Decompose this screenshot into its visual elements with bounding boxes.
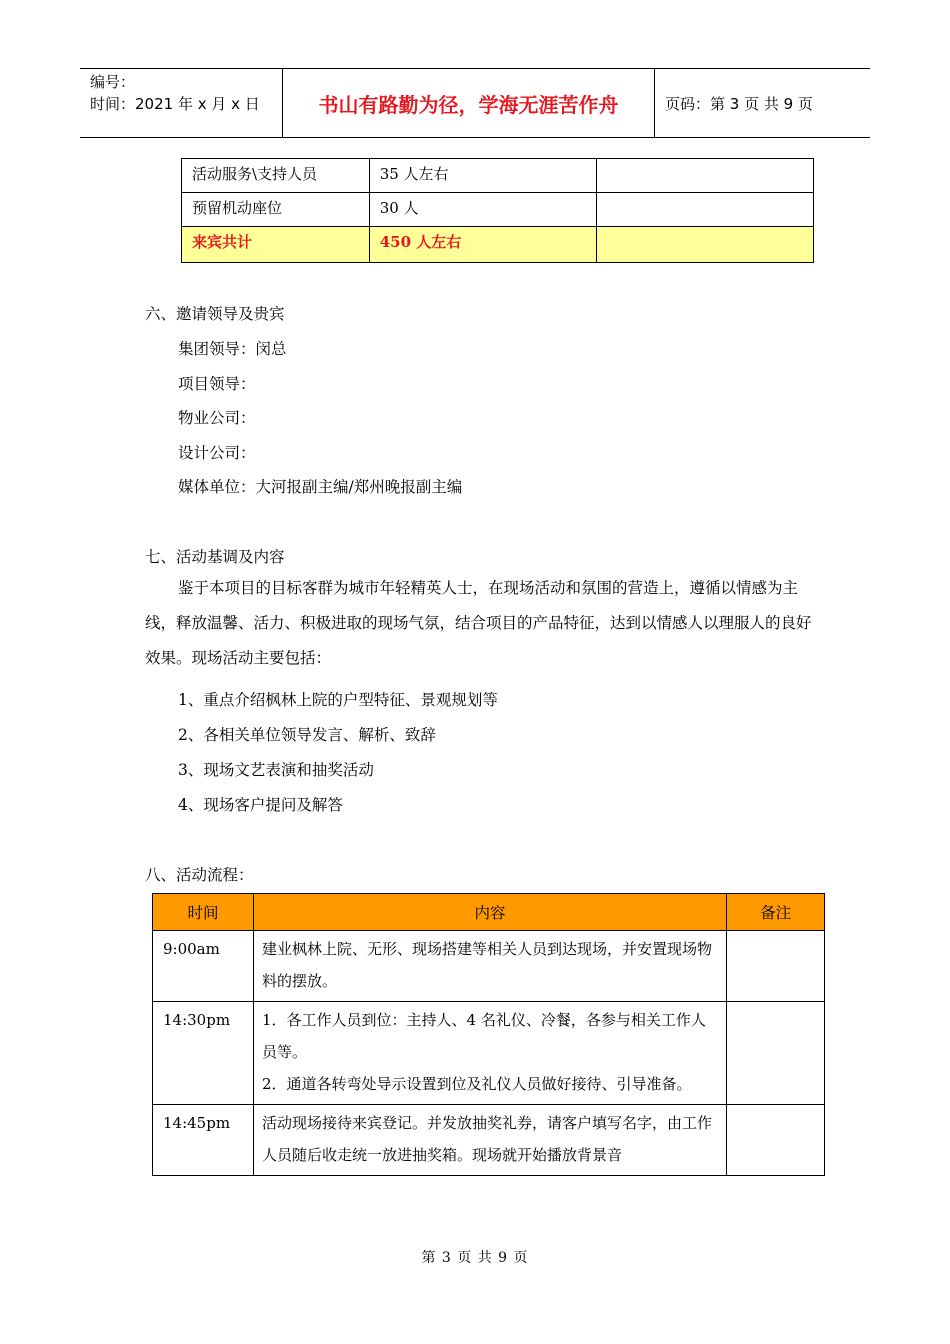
content-cell	[253, 1105, 726, 1176]
guest-table	[181, 158, 814, 263]
list-item: 媒体单位：大河报副主编/郑州晚报副主编	[178, 478, 463, 496]
table-cell: 35 人左右	[369, 159, 597, 193]
total-label: 来宾共计	[182, 227, 370, 263]
table-cell: 预留机动座位	[182, 193, 370, 227]
column-header: 时间	[153, 894, 254, 931]
content-cell	[253, 931, 726, 1002]
table-cell	[597, 193, 814, 227]
time-label: 时间：2021 年 x 月 x 日	[90, 95, 260, 113]
header-meta	[80, 69, 283, 137]
list-item: 设计公司：	[178, 444, 256, 462]
list-item: 1、重点介绍枫林上院的户型特征、景观规划等	[178, 691, 498, 709]
table-cell: 30 人	[369, 193, 597, 227]
content-text: 建业枫林上院、无形、现场搭建等相关人员到达现场，并安置现场物料的摆放。	[261, 940, 712, 990]
content-text: 1．各工作人员到位：主持人、4 名礼仪、冷餐，各参与相关工作人员等。	[261, 1011, 706, 1061]
content-text: 活动现场接待来宾登记。并发放抽奖礼券，请客户填写名字，由工作人员随后收走统一放进抽奖箱。现场就开始播放背景音	[261, 1114, 712, 1164]
table-cell	[597, 159, 814, 193]
note-cell	[727, 931, 825, 1002]
table-row	[153, 1002, 825, 1105]
column-header: 备注	[727, 894, 825, 931]
section-6-heading: 六、邀请领导及贵宾	[145, 305, 285, 323]
table-row	[153, 1105, 825, 1176]
list-item: 项目领导：	[178, 375, 256, 393]
content-cell	[253, 1002, 726, 1105]
header-page-info: 页码：第 3 页 共 9 页	[665, 94, 813, 113]
table-header-row	[153, 894, 825, 931]
section-7-paragraph: 鉴于本项目的目标客群为城市年轻精英人士，在现场活动和氛围的营造上，遵循以情感为主线，释放温馨、活力、积极进取的现场气氛，结合项目的产品特征，达到以情感人以理服人的良好效果。现场活动主要包括：	[145, 579, 812, 667]
note-cell	[727, 1002, 825, 1105]
total-note	[597, 227, 814, 263]
section-7-heading: 七、活动基调及内容	[145, 548, 285, 566]
header-motto: 书山有路勤为径，学海无涯苦作舟	[283, 69, 655, 137]
table-cell: 活动服务\支持人员	[182, 159, 370, 193]
total-row	[182, 227, 814, 263]
list-item: 3、现场文艺表演和抽奖活动	[178, 761, 374, 779]
time-cell: 9:00am	[153, 931, 254, 1002]
flow-table	[152, 893, 825, 1176]
total-value: 450 人左右	[369, 227, 597, 263]
table-row	[182, 193, 814, 227]
column-header: 内容	[253, 894, 726, 931]
page-header	[80, 68, 870, 138]
note-cell	[727, 1105, 825, 1176]
list-item: 4、现场客户提问及解答	[178, 796, 343, 814]
section-8-heading: 八、活动流程：	[145, 866, 254, 884]
table-row	[153, 931, 825, 1002]
number-label: 编号：	[90, 73, 136, 91]
time-cell: 14:45pm	[153, 1105, 254, 1176]
list-item: 2、各相关单位领导发言、解析、致辞	[178, 726, 436, 744]
time-cell: 14:30pm	[153, 1002, 254, 1105]
page-footer: 第 3 页 共 9 页	[421, 1250, 529, 1266]
list-item: 物业公司：	[178, 409, 256, 427]
list-item: 集团领导：闵总	[178, 340, 287, 358]
content-text: 2．通道各转弯处导示设置到位及礼仪人员做好接待、引导准备。	[261, 1075, 692, 1093]
table-row	[182, 159, 814, 193]
